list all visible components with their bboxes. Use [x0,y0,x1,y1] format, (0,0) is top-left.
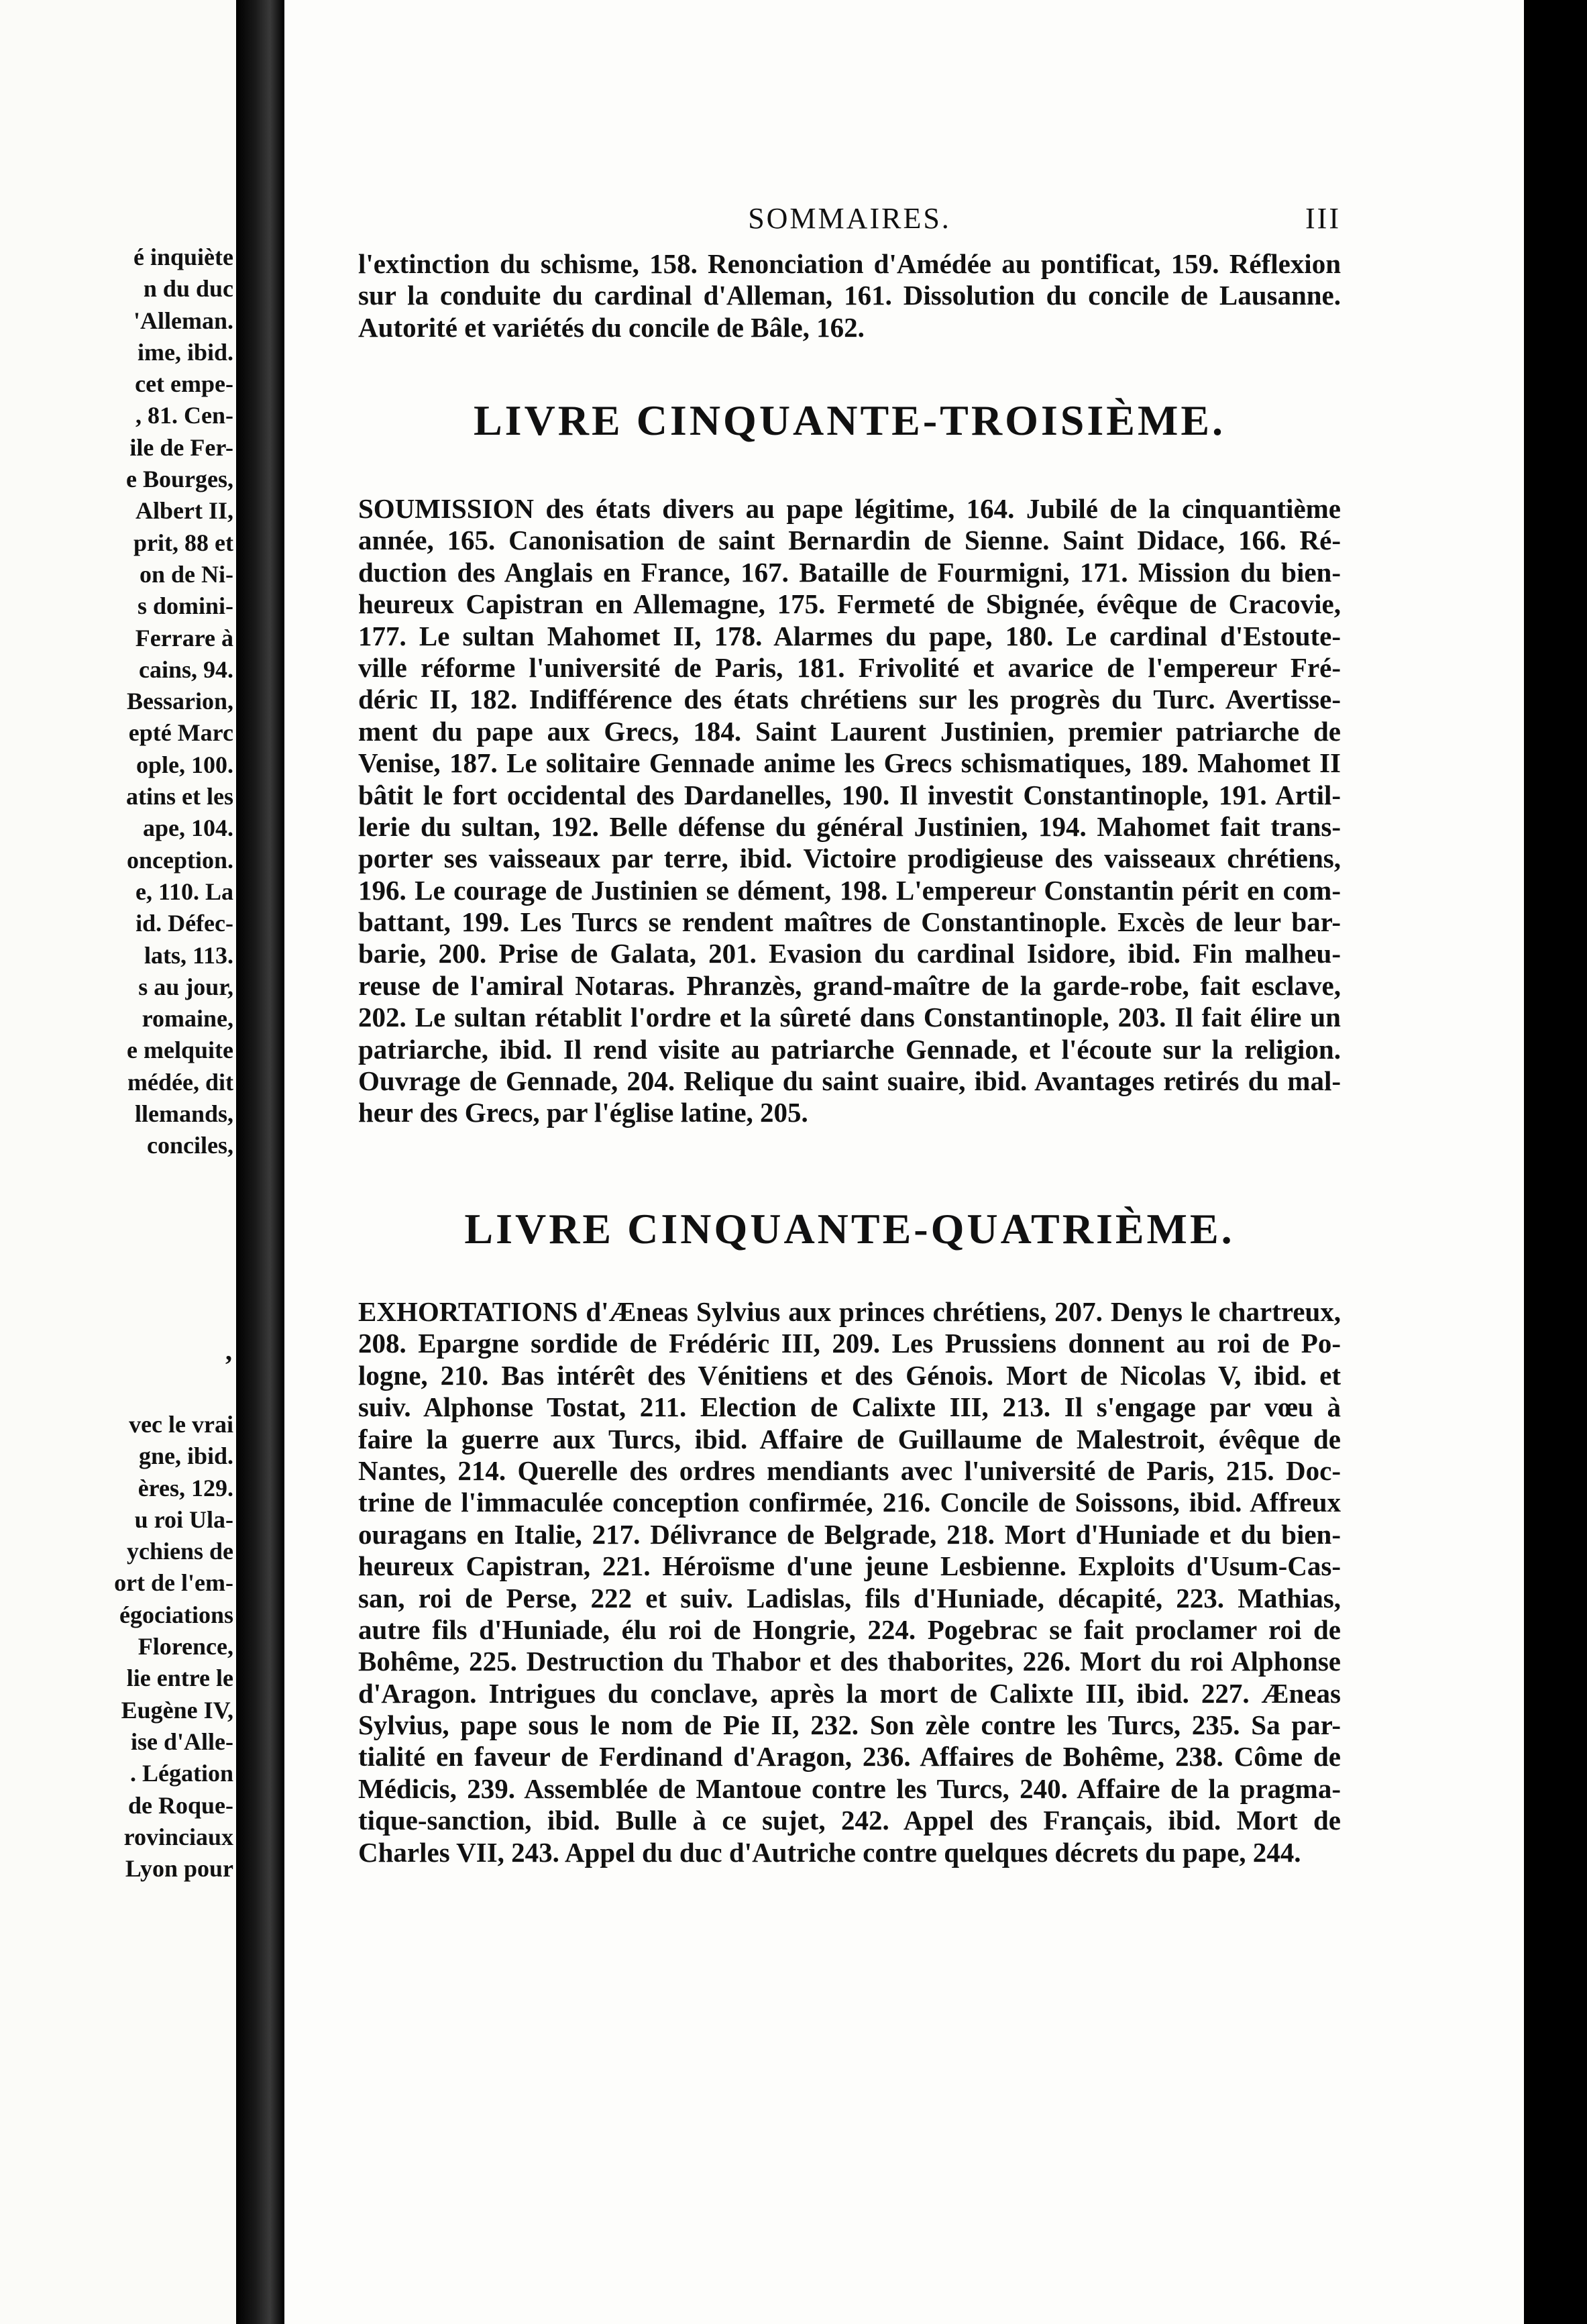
text-line: 196. Le courage de Justinien se dément, 198. L'empereur Constantin périt en com- [358,874,1341,906]
chapter-summary-53 [358,493,1341,1129]
left-page-line: Bessarion, [126,688,233,715]
page-number: III [1305,202,1341,235]
left-page-line: ères, 129. [138,1474,233,1501]
left-page-line: id. Défec- [135,910,233,937]
left-page-line: u roi Ula- [134,1506,233,1533]
text-line: heureux Capistran, 221. Héroïsme d'une jeune Lesbienne. Exploits d'Usum-Cas- [358,1550,1341,1582]
text-line: Venise, 187. Le solitaire Gennade anime les Grecs schismatiques, 189. Mahomet II [358,747,1341,779]
text-line: ville réforme l'université de Paris, 181. Frivolité et avarice de l'empereur Fré- [358,651,1341,683]
text-line: SOUMISSION des états divers au pape légitime, 164. Jubilé de la cinquantième [358,493,1341,524]
text-line: suiv. Alphonse Tostat, 211. Election de Calixte III, 213. Il s'engage par vœu à [358,1391,1341,1423]
text-line: duction des Anglais en France, 167. Bataille de Fourmigni, 171. Mission du bien- [358,556,1341,588]
text-line: barie, 200. Prise de Galata, 201. Evasion du cardinal Isidore, ibid. Fin malheu- [358,938,1341,969]
left-page-line: médée, dit [127,1068,233,1096]
text-line: ouragans en Italie, 217. Délivrance de Belgrade, 218. Mort d'Huniade et du bien- [358,1518,1341,1550]
left-page-text-bottom [0,1409,236,1885]
left-page-line: llemands, [134,1100,233,1128]
left-page-text-top [0,242,236,1162]
left-page-line: romaine, [142,1005,233,1033]
running-title: SOMMAIRES. [748,202,951,235]
left-page-line: n du duc [143,275,233,303]
left-page-line: e Bourges, [126,466,233,493]
text-line: EXHORTATIONS d'Æneas Sylvius aux princes chrétiens, 207. Denys le chartreux, [358,1296,1341,1327]
text-line: année, 165. Canonisation de saint Bernardin de Sienne. Saint Didace, 166. Ré- [358,525,1341,556]
left-page-line: gne, ibid. [138,1442,233,1470]
left-page-line: . Légation [129,1760,233,1787]
text-line: logne, 210. Bas intérêt des Vénitiens et des Génois. Mort de Nicolas V, ibid. et [358,1359,1341,1391]
left-page-line: on de Ni- [139,560,233,588]
left-page-line: prit, 88 et [133,529,233,556]
chapter-summary-54 [358,1296,1341,1868]
left-page-line: ise d'Alle- [131,1728,233,1755]
text-line: Autorité et variétés du concile de Bâle, 162. [358,311,865,343]
left-page-line: ile de Fer- [129,433,233,461]
left-page-line: conciles, [147,1132,233,1159]
left-page-line: atins et les [126,783,233,810]
text-line: Nantes, 214. Querelle des ordres mendiants avec l'université de Paris, 215. Doc- [358,1455,1341,1486]
left-page-line: ape, 104. [143,814,233,842]
text-line: ment du pape aux Grecs, 184. Saint Laurent Justinien, premier patriarche de [358,715,1341,747]
text-line: 208. Epargne sordide de Frédéric III, 209. Les Prussiens donnent au roi de Po- [358,1328,1341,1359]
left-page-line: Eugène IV, [121,1696,233,1724]
text-line: lerie du sultan, 192. Belle défense du général Justinien, 194. Mahomet fait trans- [358,810,1341,842]
running-header [358,201,1341,242]
left-page-line: cet empe- [135,370,233,398]
chapter-heading-54: LIVRE CINQUANTE-QUATRIÈME. [464,1205,1235,1253]
chapter-heading-53: LIVRE CINQUANTE-TROISIÈME. [473,397,1226,444]
text-line: heur des Grecs, par l'église latine, 205. [358,1097,808,1128]
left-page-line: onception. [126,846,233,874]
left-page-line: Lyon pour [125,1855,233,1883]
left-page-line: epté Marc [128,719,233,747]
left-page-line: égociations [119,1601,233,1628]
text-line: battant, 199. Les Turcs se rendent maîtres de Constantinople. Excès de leur bar- [358,906,1341,938]
text-line: trine de l'immaculée conception confirmée, 216. Concile de Soissons, ibid. Affreux [358,1487,1341,1518]
left-page-line: ime, ibid. [137,338,233,366]
left-page-line: 'Alleman. [133,307,233,334]
left-page-line: ort de l'em- [114,1569,233,1597]
left-page-line: Albert II, [135,497,233,525]
text-line: reuse de l'amiral Notaras. Phranzès, grand-maître de la garde-robe, fait esclave, [358,969,1341,1001]
left-page-line: de Roque- [127,1791,233,1819]
text-line: Médicis, 239. Assemblée de Mantoue contre les Turcs, 240. Affaire de la pragma- [358,1773,1341,1804]
text-line: patriarche, ibid. Il rend visite au patriarche Gennade, et l'écoute sur la religion. [358,1033,1341,1065]
book-gutter [236,0,284,2324]
text-line: porter ses vaisseaux par terre, ibid. Victoire prodigieuse des vaisseaux chrétiens, [358,843,1341,874]
left-page-fragment [0,0,236,2324]
scan-border [1524,0,1587,2324]
left-page-line: , 81. Cen- [135,402,233,429]
left-page-line: vec le vrai [129,1411,233,1438]
text-line: 202. Le sultan rétablit l'ordre et la sûreté dans Constantinople, 203. Il fait élire un [358,1002,1341,1033]
right-page [284,0,1524,2324]
intro-paragraph [358,248,1341,344]
left-page-line: é inquiète [133,244,233,270]
text-line: Ouvrage de Gennade, 204. Relique du saint suaire, ibid. Avantages retirés du mal- [358,1065,1341,1097]
text-line: heureux Capistran en Allemagne, 175. Fermeté de Sbignée, évêque de Cracovie, [358,588,1341,620]
left-page-mark: , [225,1336,232,1366]
left-page-line: ychiens de [126,1538,233,1565]
text-line: l'extinction du schisme, 158. Renonciation d'Amédée au pontificat, 159. Réflexion [358,248,1341,279]
text-line: d'Aragon. Intrigues du conclave, après la mort de Calixte III, ibid. 227. Æneas [358,1677,1341,1709]
text-line: bâtit le fort occidental des Dardanelles, 190. Il investit Constantinople, 191. Artil- [358,779,1341,810]
text-line: faire la guerre aux Turcs, ibid. Affaire de Guillaume de Malestroit, évêque de [358,1423,1341,1455]
left-page-line: lats, 113. [144,941,233,969]
text-line: tialité en faveur de Ferdinand d'Aragon, 236. Affaires de Bohême, 238. Côme de [358,1741,1341,1773]
text-line: san, roi de Perse, 222 et suiv. Ladislas, fils d'Huniade, décapité, 223. Mathias, [358,1582,1341,1614]
text-line: Charles VII, 243. Appel du duc d'Autriche contre quelques décrets du pape, 244. [358,1836,1301,1868]
left-page-line: ople, 100. [135,751,233,778]
left-page-line: cains, 94. [138,655,233,683]
text-line: autre fils d'Huniade, élu roi de Hongrie, 224. Pogebrac se fait proclamer roi de [358,1614,1341,1645]
left-page-line: e melquite [127,1037,233,1064]
text-line: Sylvius, pape sous le nom de Pie II, 232. Son zèle contre les Turcs, 235. Sa par- [358,1709,1341,1741]
left-page-line: Florence, [138,1633,233,1660]
text-line: 177. Le sultan Mahomet II, 178. Alarmes du pape, 180. Le cardinal d'Estoute- [358,620,1341,651]
left-page-line: s au jour, [138,973,233,1000]
text-line: déric II, 182. Indifférence des états chrétiens sur les progrès du Turc. Avertisse- [358,684,1341,715]
left-page-line: lie entre le [126,1665,233,1692]
text-line: Bohême, 225. Destruction du Thabor et des thaborites, 226. Mort du roi Alphonse [358,1646,1341,1677]
left-page-line: rovinciaux [123,1823,233,1850]
left-page-line: s domini- [137,592,233,620]
left-page-line: e, 110. La [135,878,233,905]
text-line: sur la conduite du cardinal d'Alleman, 161. Dissolution du concile de Lausanne. [358,280,1341,311]
left-page-line: Ferrare à [135,624,233,651]
text-line: tique-sanction, ibid. Bulle à ce sujet, 242. Appel des Français, ibid. Mort de [358,1805,1341,1836]
